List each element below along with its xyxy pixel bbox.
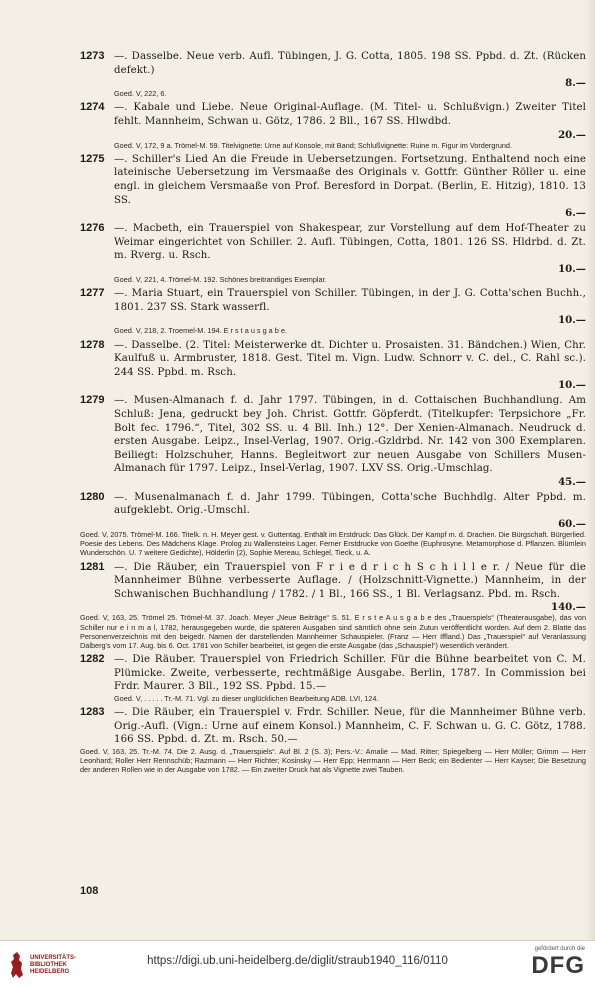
funding-note: gefördert durch die bbox=[534, 946, 585, 952]
entry-note: Goed. V, 218, 2. Troemel-M. 194. E r s t a u s g a b e. bbox=[114, 326, 287, 336]
entry-note: Goed. V, 2075. Trömel-M. 166. Titelk. n. H. Meyer gest. v. Guttentag. Enthält im Erstdruck: Das Glück. Der Kampf m. d. Drachen. Die Bürgschaft. Bürgerlied. Poesie des Lebens. Des Mädchens Klage. Prolog zu Wallensteins Lager. Ferner Erstdrucke von Goethe (Euphrosyne. Metamorphose d. Pflanzen. Blümlein Wunderschön. U. 7 weitere Gedichte), Hölderlin (2), Sophie Mereau, Schlegel, Tieck, u. A. bbox=[80, 530, 586, 558]
entry-description: —. Maria Stuart, ein Trauerspiel von Schiller. Tübingen, in der J. G. Cotta'schen Buchh., 1801. 237 SS. Stark wasserfl. bbox=[114, 288, 586, 313]
entry-body bbox=[114, 394, 586, 488]
entry-description: —. Dasselbe. Neue verb. Aufl. Tübingen, J. G. Cotta, 1805. 198 SS. Ppbd. d. Zt. (Rücken defekt.) bbox=[114, 51, 586, 76]
entry-price: 10.— bbox=[558, 379, 586, 392]
catalog-entry bbox=[80, 101, 586, 149]
entry-number: 1273 bbox=[80, 50, 105, 62]
entry-body bbox=[114, 222, 586, 284]
entry-description: —. Dasselbe. (2. Titel: Meisterwerke dt. Dichter u. Prosaisten. 31. Bändchen.) Wien, Chr. Kaulfuß u. Armbruster, 1818. Gest. Titel m. Vign. Ludw. Schnorr v. C. del., C. Rahl sc.). 244 SS. Ppbd. m. Rsch. bbox=[114, 339, 586, 378]
entry-number: 1280 bbox=[80, 490, 105, 503]
entry-note: Goed. V, . . . . . Tr.-M. 71. Vgl. zu dieser unglücklichen Bearbeitung ADB. LVI, 124. bbox=[114, 694, 379, 704]
entry-description: —. Die Räuber, ein Trauerspiel von F r i e d r i c h S c h i l l e r. / Neue für die Mannheimer Bühne verbesserte Auflage. / (Holzschnitt-Vignette.) Mannheim, in der Schwanischen Buchhandlung / 1782. / 1 Bl., 166 SS., 1 Bl. Verlagsanz. Pbd. m. Rsch. bbox=[114, 561, 586, 600]
catalog-entry bbox=[80, 287, 586, 335]
entry-price: 45.— bbox=[558, 475, 586, 488]
entry-body bbox=[114, 653, 586, 703]
entry-price: 10.— bbox=[558, 262, 586, 275]
entry-number: 1276 bbox=[80, 222, 105, 235]
entry-body bbox=[114, 287, 586, 335]
catalog-entry bbox=[80, 653, 586, 703]
catalog-entry bbox=[80, 222, 586, 284]
catalog-entries bbox=[80, 50, 586, 778]
entry-number: 1278 bbox=[80, 338, 105, 351]
entry-number: 1281 bbox=[80, 560, 105, 573]
catalog-entry bbox=[80, 153, 586, 219]
catalog-entry bbox=[80, 706, 586, 774]
catalog-entry bbox=[80, 394, 586, 488]
entry-body bbox=[114, 153, 586, 219]
page-crease-shadow bbox=[586, 0, 595, 940]
catalog-entry bbox=[80, 561, 586, 651]
entry-price: 10.— bbox=[558, 314, 586, 327]
entry-number: 1282 bbox=[80, 653, 105, 666]
entry-price: 6.— bbox=[565, 207, 586, 220]
catalog-entry bbox=[80, 339, 586, 392]
entry-price: 8.— bbox=[565, 77, 586, 90]
entry-description: —. Schiller's Lied An die Freude in Uebersetzungen. Fortsetzung. Enthaltend noch eine lateinische Uebersetzung im Versmaaße des Originals v. Gottfr. Günther Röller u. eine engl. in gleichem Versmaaße von Prof. Beresford in Dorpat. (Berlin, E. Hitzig), 1810. 13 SS. bbox=[114, 153, 586, 206]
entry-description: —. Musenalmanach f. d. Jahr 1799. Tübingen, Cotta'sche Buchhdlg. Alter Ppbd. m. aufgeklebt. Orig.-Umschl. bbox=[114, 491, 586, 517]
entry-number: 1274 bbox=[80, 101, 105, 114]
entry-body bbox=[114, 339, 586, 392]
entry-description: —. Die Räuber, ein Trauerspiel v. Frdr. Schiller. Neue, für die Mannheimer Bühne verb. Orig.-Aufl. (Vign.: Urne auf einem Konsol.) Mannheim, C. F. Schwan u. G. C. Götz, 1788. 166 SS. Ppbd. d. Zt. m. Rsch. 50.— bbox=[114, 707, 586, 746]
entry-price: 140.— bbox=[551, 601, 586, 614]
entry-note: Goed. V, 172, 9 a. Trömel-M. 59. Titelvignette: Urne auf Konsole, mit Band; Schlußvignette: Ruine m. Figur im Vordergrund. bbox=[114, 140, 513, 150]
entry-number: 1277 bbox=[80, 287, 105, 300]
catalog-entry bbox=[80, 491, 586, 558]
entry-description: —. Kabale und Liebe. Neue Original-Auflage. (M. Titel- u. Schlußvign.) Zweiter Titel fehlt. Mannheim, Schwan u. Götz, 1786. 2 Bll., 167 SS. Hlwdbd. bbox=[114, 102, 586, 127]
library-name: UNIVERSITÄTS-BIBLIOTHEK HEIDELBERG bbox=[30, 954, 77, 975]
page-number: 108 bbox=[80, 885, 99, 897]
entry-body bbox=[114, 101, 586, 149]
entry-note: Goed. V, 163, 25. Tr.-M. 74. Die 2. Ausg. d. „Trauerspiels“. Auf Bl. 2 (S. 3); Pers.-V.: Amalie — Mad. Ritter; Spiegelberg — Herr Müller; Grimm — Herr Leonhard; Roller Herr Rennschüb; Razmann — Herr Richter; Kosinsky — Herr Epp; Herrmann — Herr Beck; ein Bedienter — Herr Kayser; Die Besetzung der anderen Rollen wie in der Ausgabe von 1782. — Ein zweiter Druck hat als Vignette zwei Tauben. bbox=[80, 747, 586, 775]
entry-description: —. Macbeth, ein Trauerspiel von Shakespear, zur Vorstellung auf dem Hof-Theater zu Weimar eingerichtet von Schiller. 2. Aufl. Tübingen, Cotta, 1801. 126 SS. Hldrbd. d. Zt. m. Rverg. u. Rsch. bbox=[114, 223, 586, 262]
entry-number: 1275 bbox=[80, 152, 105, 165]
page-url-link[interactable]: https://digi.ub.uni-heidelberg.de/diglit/straub1940_116/0110 bbox=[147, 955, 448, 967]
entry-note: Goed. V, 163, 25. Trömel 25. Trömel-M. 37. Joach. Meyer „Neue Beiträge“ S. 51. E r s t e A u s g a b e des „Trauerspiels“ (Theaterausgabe), das von Schiller nur e i n m a l, 1782, herausgegeben wurde, die späteren Ausgaben sind sämtlich ohne sein Zutun veröffentlicht worden. Auf dem 2. Blatte das Personenverzeichnis mit den beigedr. Namen der darstellenden Mannheimer Schauspieler. (Franz — Herr Iffland.) Das „Trauerspiel“ auf Veranlassung Dalberg's vom 17. Aug. bis 6. Oct. 1781 von Schiller bearbeitet, ist gegen die erste Ausgabe (das „Schauspiel“) wesentlich verändert. bbox=[80, 613, 586, 651]
entry-price: 20.— bbox=[558, 128, 586, 141]
entry-description: —. Musen-Almanach f. d. Jahr 1797. Tübingen, in d. Cottaischen Buchhandlung. Am Schluß: Jena, gedruckt bey Joh. Christ. Gottfr. Göpferdt. (Titelkupfer: Terpsichore „Fr. Bolt fec. 1796.“, Titel, 302 SS. u. 4 Bll. Inh.) 12°. Der Xenien-Almanach. Neudruck d. ersten Ausgabe. Leipz., Insel-Verlag, 1907. Orig.-Gzldrbd. Nr. 142 von 300 Exemplaren. Beiliegt: Holzschuher, Hanns. Begleitwort zur neuen Ausgabe von Schillers Musen-Almanach für 1797. Leipz., Insel-Verlag, 1907. LXV SS. Orig.-Umschlag. bbox=[114, 395, 586, 475]
entry-note: Goed. V, 222, 6. bbox=[114, 89, 167, 99]
viewer-footer bbox=[0, 940, 595, 987]
dfg-logo[interactable] bbox=[531, 945, 585, 979]
entry-number: 1279 bbox=[80, 394, 105, 407]
dfg-wordmark: DFG bbox=[531, 952, 585, 979]
entry-number: 1283 bbox=[80, 706, 105, 719]
entry-body bbox=[114, 50, 586, 98]
catalog-entry bbox=[80, 50, 586, 98]
entry-note: Goed. V, 221, 4. Trömel-M. 192. Schönes breitrandiges Exemplar. bbox=[114, 274, 327, 284]
entry-price: 60.— bbox=[558, 518, 586, 531]
entry-description: —. Die Räuber. Trauerspiel von Friedrich Schiller. Für die Bühne bearbeitet von C. M. Plümicke. Zweite, verbesserte, rechtmäßige Ausgabe. Berlin, 1787. In Commission bei Frdr. Maurer. 3 Bll., 192 SS. Ppbd. 15.— bbox=[114, 654, 586, 693]
